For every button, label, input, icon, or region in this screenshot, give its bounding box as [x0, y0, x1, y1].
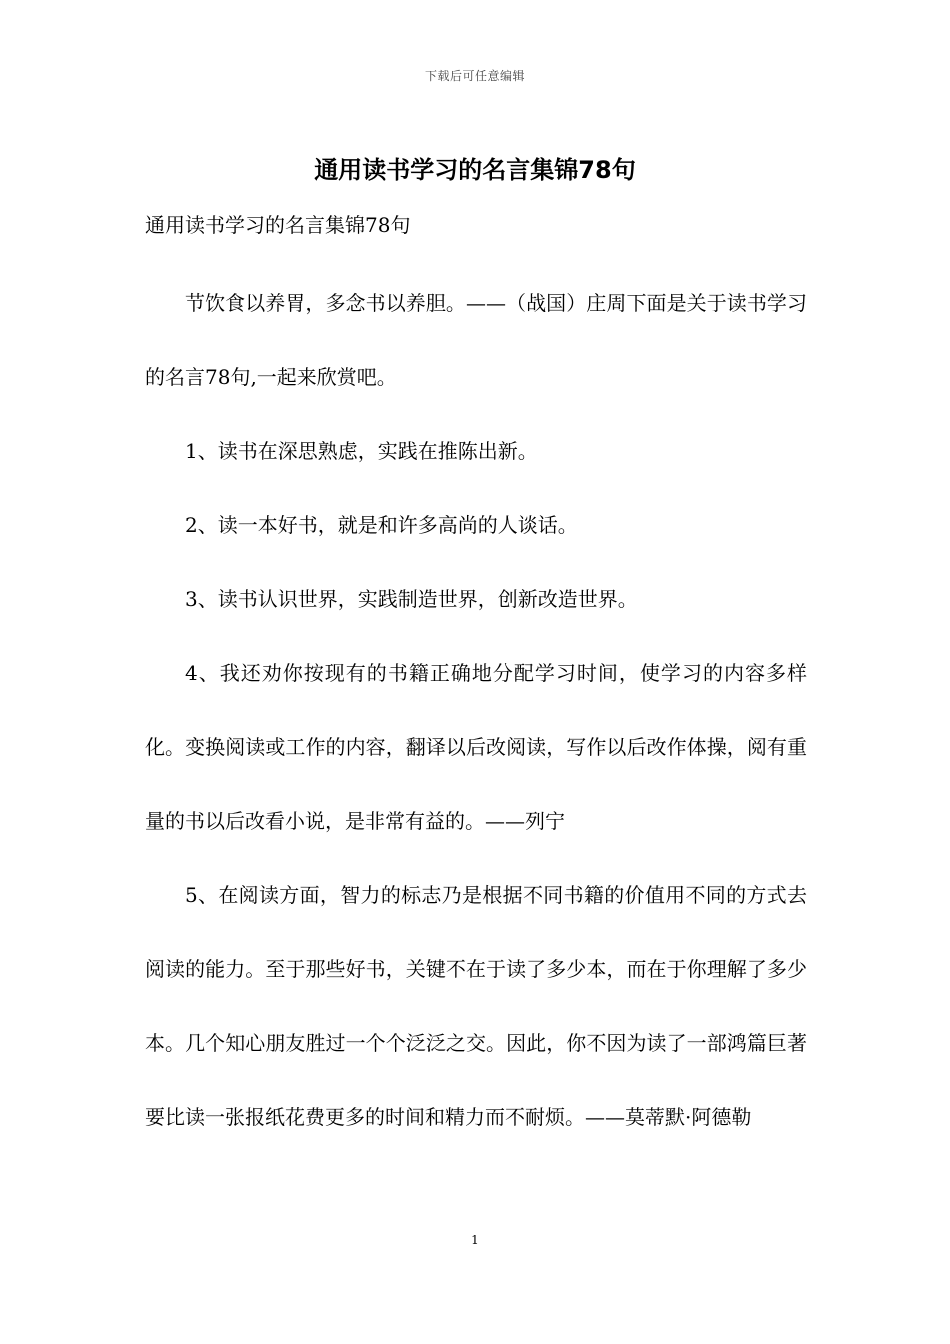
page-header-note: 下载后可任意编辑: [424, 69, 525, 83]
quote-item-2: 2、读一本好书，就是和许多高尚的人谈话。: [185, 513, 578, 537]
document-body: [145, 203, 807, 1154]
paragraph-intro: 节饮食以养胃，多念书以养胆。——（战国）庄周下面是关于读书学习的名言78句,一起来欣赏吧。: [145, 291, 807, 389]
quote-item-4: 4、我还劝你按现有的书籍正确地分配学习时间，使学习的内容多样化。变换阅读或工作的内容，翻译以后改阅读，写作以后改作体操，阅有重量的书以后改看小说，是非常有益的。——列宁: [145, 661, 807, 833]
page-number: 1: [471, 1233, 479, 1247]
quote-item-3: 3、读书认识世界，实践制造世界，创新改造世界。: [185, 587, 638, 611]
quote-item-5: 5、在阅读方面，智力的标志乃是根据不同书籍的价值用不同的方式去阅读的能力。至于那些好书，关键不在于读了多少本，而在于你理解了多少本。几个知心朋友胜过一个个泛泛之交。因此，你不因为读了一部鸿篇巨著要比读一张报纸花费更多的时间和精力而不耐烦。——莫蒂默·阿德勒: [145, 883, 807, 1129]
document-subtitle: 通用读书学习的名言集锦78句: [145, 213, 411, 237]
quote-item-1: 1、读书在深思熟虑，实践在推陈出新。: [185, 439, 538, 463]
document-title: 通用读书学习的名言集锦78句: [314, 156, 636, 184]
